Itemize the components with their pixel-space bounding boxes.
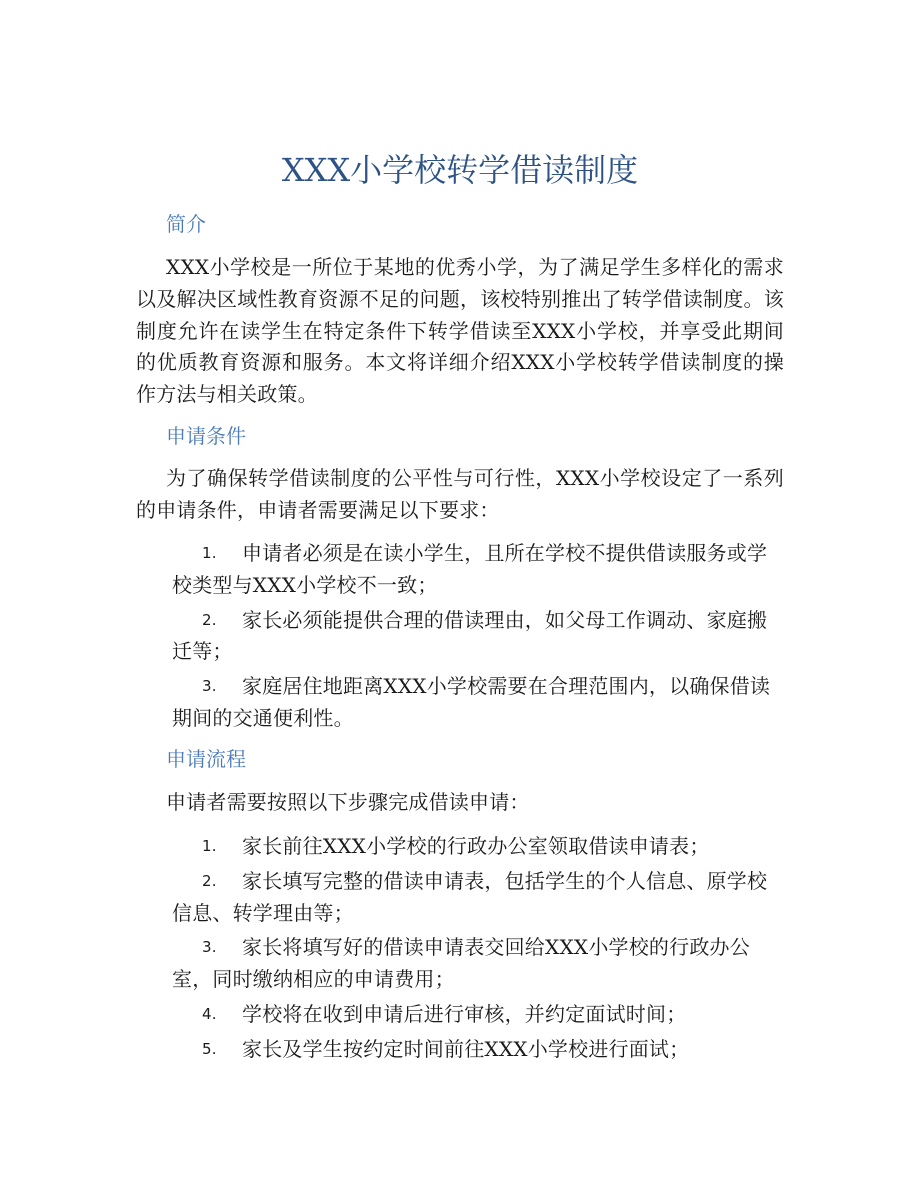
list-text: 家长前往XXX小学校的行政办公室领取借读申请表； — [242, 834, 710, 858]
list-item — [172, 1034, 784, 1066]
list-number: 2. — [202, 610, 217, 629]
list-item — [172, 999, 784, 1031]
list-item — [172, 866, 784, 930]
section-heading-conditions: 申请条件 — [166, 424, 246, 448]
process-paragraph: 申请者需要按照以下步骤完成借读申请： — [166, 790, 530, 814]
list-item — [172, 932, 784, 996]
list-text: 申请者必须是在读小学生，且所在学校不提供借读服务或学校类型与XXX小学校不一致； — [172, 541, 768, 597]
list-text: 学校将在收到申请后进行审核，并约定面试时间； — [242, 1001, 687, 1026]
list-item — [172, 538, 784, 602]
list-number: 3. — [202, 938, 217, 957]
list-text: 家长将填写好的借读申请表交回给XXX小学校的行政办公室，同时缴纳相应的申请费用； — [172, 935, 750, 992]
process-list — [172, 831, 784, 1066]
document-title: XXX小学校转学借读制度 — [281, 151, 639, 189]
section-heading-process: 申请流程 — [166, 747, 246, 771]
list-number: 4. — [202, 1004, 217, 1023]
list-number: 5. — [202, 1039, 217, 1058]
list-number: 3. — [202, 677, 217, 696]
section-heading-intro: 简介 — [166, 212, 206, 236]
conditions-paragraph: 为了确保转学借读制度的公平性与可行性，XXX小学校设定了一系列的申请条件，申请者需要满足以下要求： — [136, 466, 784, 522]
intro-paragraph: XXX小学校是一所位于某地的优秀小学，为了满足学生多样化的需求以及解决区域性教育资源不足的问题，该校特别推出了转学借读制度。该制度允许在读学生在特定条件下转学借读至XXX小学校，并享受此期间的优质教育资源和服务。本文将详细介绍XXX小学校转学借读制度的操作方法与相关政策。 — [136, 255, 784, 407]
list-text: 家长必须能提供合理的借读理由，如父母工作调动、家庭搬迁等； — [172, 607, 768, 664]
list-text: 家庭居住地距离XXX小学校需要在合理范围内，以确保借读期间的交通便利性。 — [172, 674, 771, 730]
list-number: 1. — [202, 544, 217, 562]
list-text: 家长及学生按约定时间前往XXX小学校进行面试； — [242, 1036, 690, 1061]
conditions-list — [172, 538, 784, 735]
list-text: 家长填写完整的借读申请表，包括学生的个人信息、原学校信息、转学理由等； — [172, 868, 768, 925]
list-item — [172, 831, 784, 863]
list-number: 2. — [202, 871, 217, 890]
list-item — [172, 605, 784, 669]
list-item — [172, 671, 784, 735]
list-number: 1. — [202, 837, 217, 855]
